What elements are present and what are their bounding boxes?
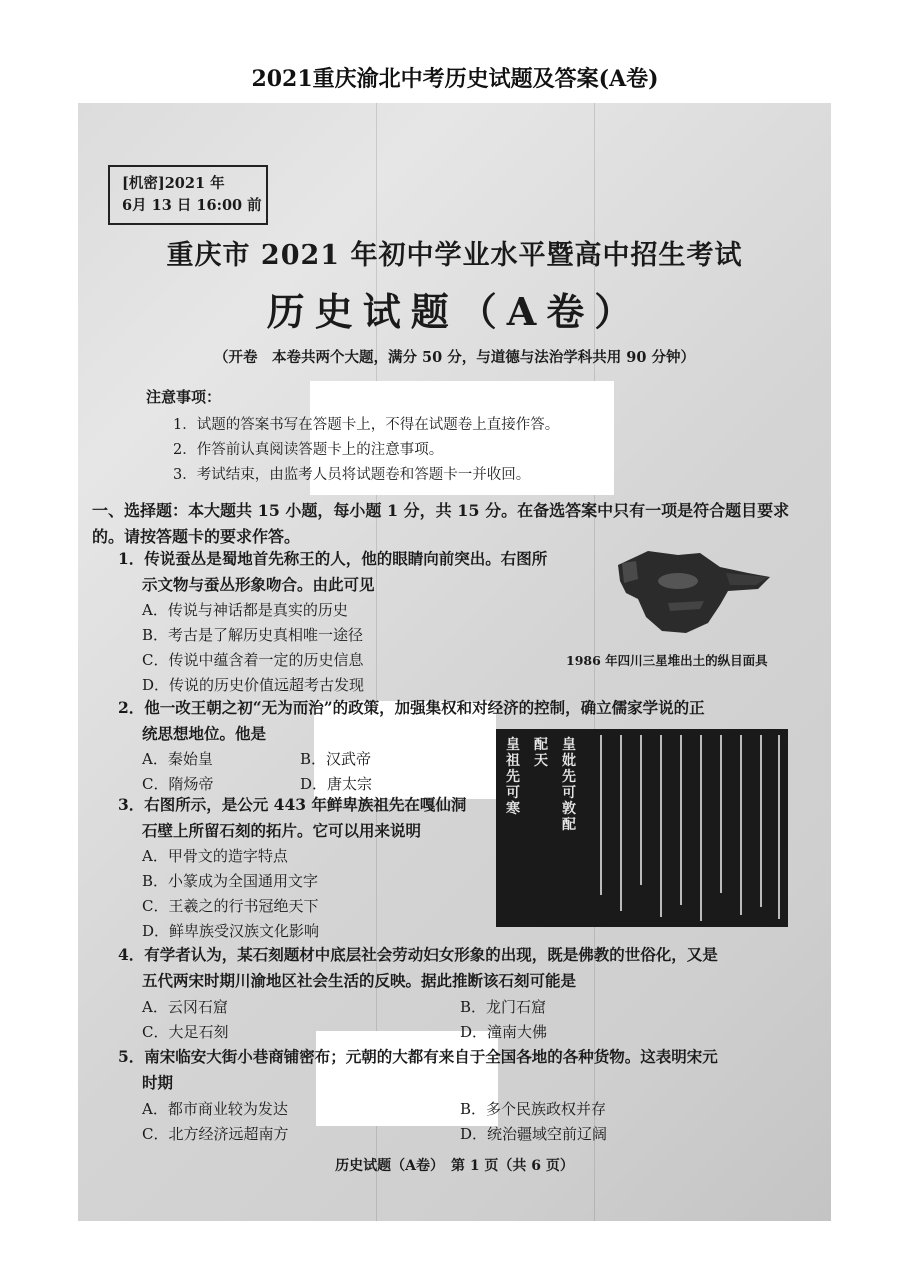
- rubbing-text-col: 配天: [534, 737, 548, 769]
- rubbing-text-col: 皇祖先可寒: [506, 737, 520, 817]
- question-4-option-b: B．龙门石窟: [460, 998, 547, 1016]
- notice-heading: 注意事项：: [146, 388, 222, 406]
- confidential-box: [108, 165, 268, 225]
- question-3-option-c: C．王羲之的行书冠绝天下: [142, 897, 319, 915]
- question-4-stem-line-2: 五代两宋时期川渝地区社会生活的反映。据此推断该石刻可能是: [142, 971, 577, 990]
- question-5-stem-line-1: 5．南宋临安大街小巷商铺密布；元朝的大都有来自于全国各地的各种货物。这表明宋元: [118, 1047, 718, 1066]
- document-title: 2021重庆渝北中考历史试题及答案(A卷): [251, 66, 659, 92]
- stone-inscription-rubbing: [496, 729, 788, 927]
- notice-item: 2．作答前认真阅读答题卡上的注意事项。: [173, 442, 444, 458]
- question-2-option-b: B．汉武帝: [300, 750, 372, 768]
- question-2-stem-line-1: 2．他一改王朝之初“无为而治”的政策，加强集权和对经济的控制，确立儒家学说的正: [118, 698, 705, 717]
- notice-item: 1．试题的答案书写在答题卡上，不得在试题卷上直接作答。: [173, 417, 560, 433]
- page-footer: 历史试题（A卷） 第 1 页（共 6 页）: [335, 1158, 574, 1174]
- question-1-option-a: A．传说与神话都是真实的历史: [142, 601, 348, 619]
- question-1-stem-line-1: 1．传说蚕丛是蜀地首先称王的人，他的眼睛向前突出。右图所: [118, 549, 548, 568]
- section-heading: 一、选择题：本大题共 15 小题，每小题 1 分，共 15 分。在备选答案中只有一项是符合题目要求的。请按答题卡的要求作答。: [92, 501, 790, 546]
- question-5-stem-line-2: 时期: [142, 1073, 174, 1092]
- question-5-option-c: C．北方经济远超南方: [142, 1125, 289, 1143]
- question-5-option-b: B．多个民族政权并存: [460, 1100, 607, 1118]
- exam-meta: （开卷 本卷共两个大题，满分 50 分，与道德与法治学科共用 90 分钟）: [213, 349, 696, 366]
- question-3-option-b: B．小篆成为全国通用文字: [142, 872, 319, 890]
- question-5-option-a: A．都市商业较为发达: [142, 1100, 288, 1118]
- subject-title: 历史试题（A卷）: [266, 289, 643, 334]
- rubbing-text-col: 皇妣先可敦配: [562, 737, 576, 833]
- question-1-image-caption: 1986 年四川三星堆出土的纵目面具: [566, 653, 768, 668]
- question-2-option-a: A．秦始皇: [142, 750, 213, 768]
- question-3-stem-line-1: 3．右图所示，是公元 443 年鲜卑族祖先在嘎仙洞: [118, 795, 467, 814]
- notice-item: 3．考试结束，由监考人员将试题卷和答题卡一并收回。: [173, 467, 531, 483]
- question-1-stem-line-2: 示文物与蚕丛形象吻合。由此可见: [142, 575, 375, 594]
- question-5-option-d: D．统治疆域空前辽阔: [460, 1125, 608, 1143]
- bronze-mask-photo: [608, 543, 776, 638]
- question-2-stem-line-2: 统思想地位。他是: [142, 724, 267, 743]
- question-1-option-b: B．考古是了解历史真相唯一途径: [142, 626, 364, 644]
- question-1-option-c: C．传说中蕴含着一定的历史信息: [142, 651, 364, 669]
- question-1-option-d: D．传说的历史价值远超考古发现: [142, 676, 365, 694]
- scanned-exam-page: [78, 103, 831, 1221]
- question-3-stem-line-2: 石壁上所留石刻的拓片。它可以用来说明: [142, 821, 422, 840]
- exam-title: 重庆市 2021 年初中学业水平暨高中招生考试: [166, 240, 743, 271]
- question-4-stem-line-1: 4．有学者认为，某石刻题材中底层社会劳动妇女形象的出现，既是佛教的世俗化，又是: [118, 945, 718, 964]
- question-4-option-d: D．潼南大佛: [460, 1023, 548, 1041]
- question-3-option-a: A．甲骨文的造字特点: [142, 847, 288, 865]
- question-3-option-d: D．鲜卑族受汉族文化影响: [142, 922, 320, 940]
- question-2-option-d: D．唐太宗: [300, 775, 373, 793]
- question-4-option-c: C．大足石刻: [142, 1023, 229, 1041]
- confidential-line-1: [机密]2021 年: [122, 175, 225, 192]
- question-2-option-c: C．隋炀帝: [142, 775, 214, 793]
- question-4-option-a: A．云冈石窟: [142, 998, 228, 1016]
- confidential-line-2: 6月 13 日 16:00 前: [122, 197, 262, 214]
